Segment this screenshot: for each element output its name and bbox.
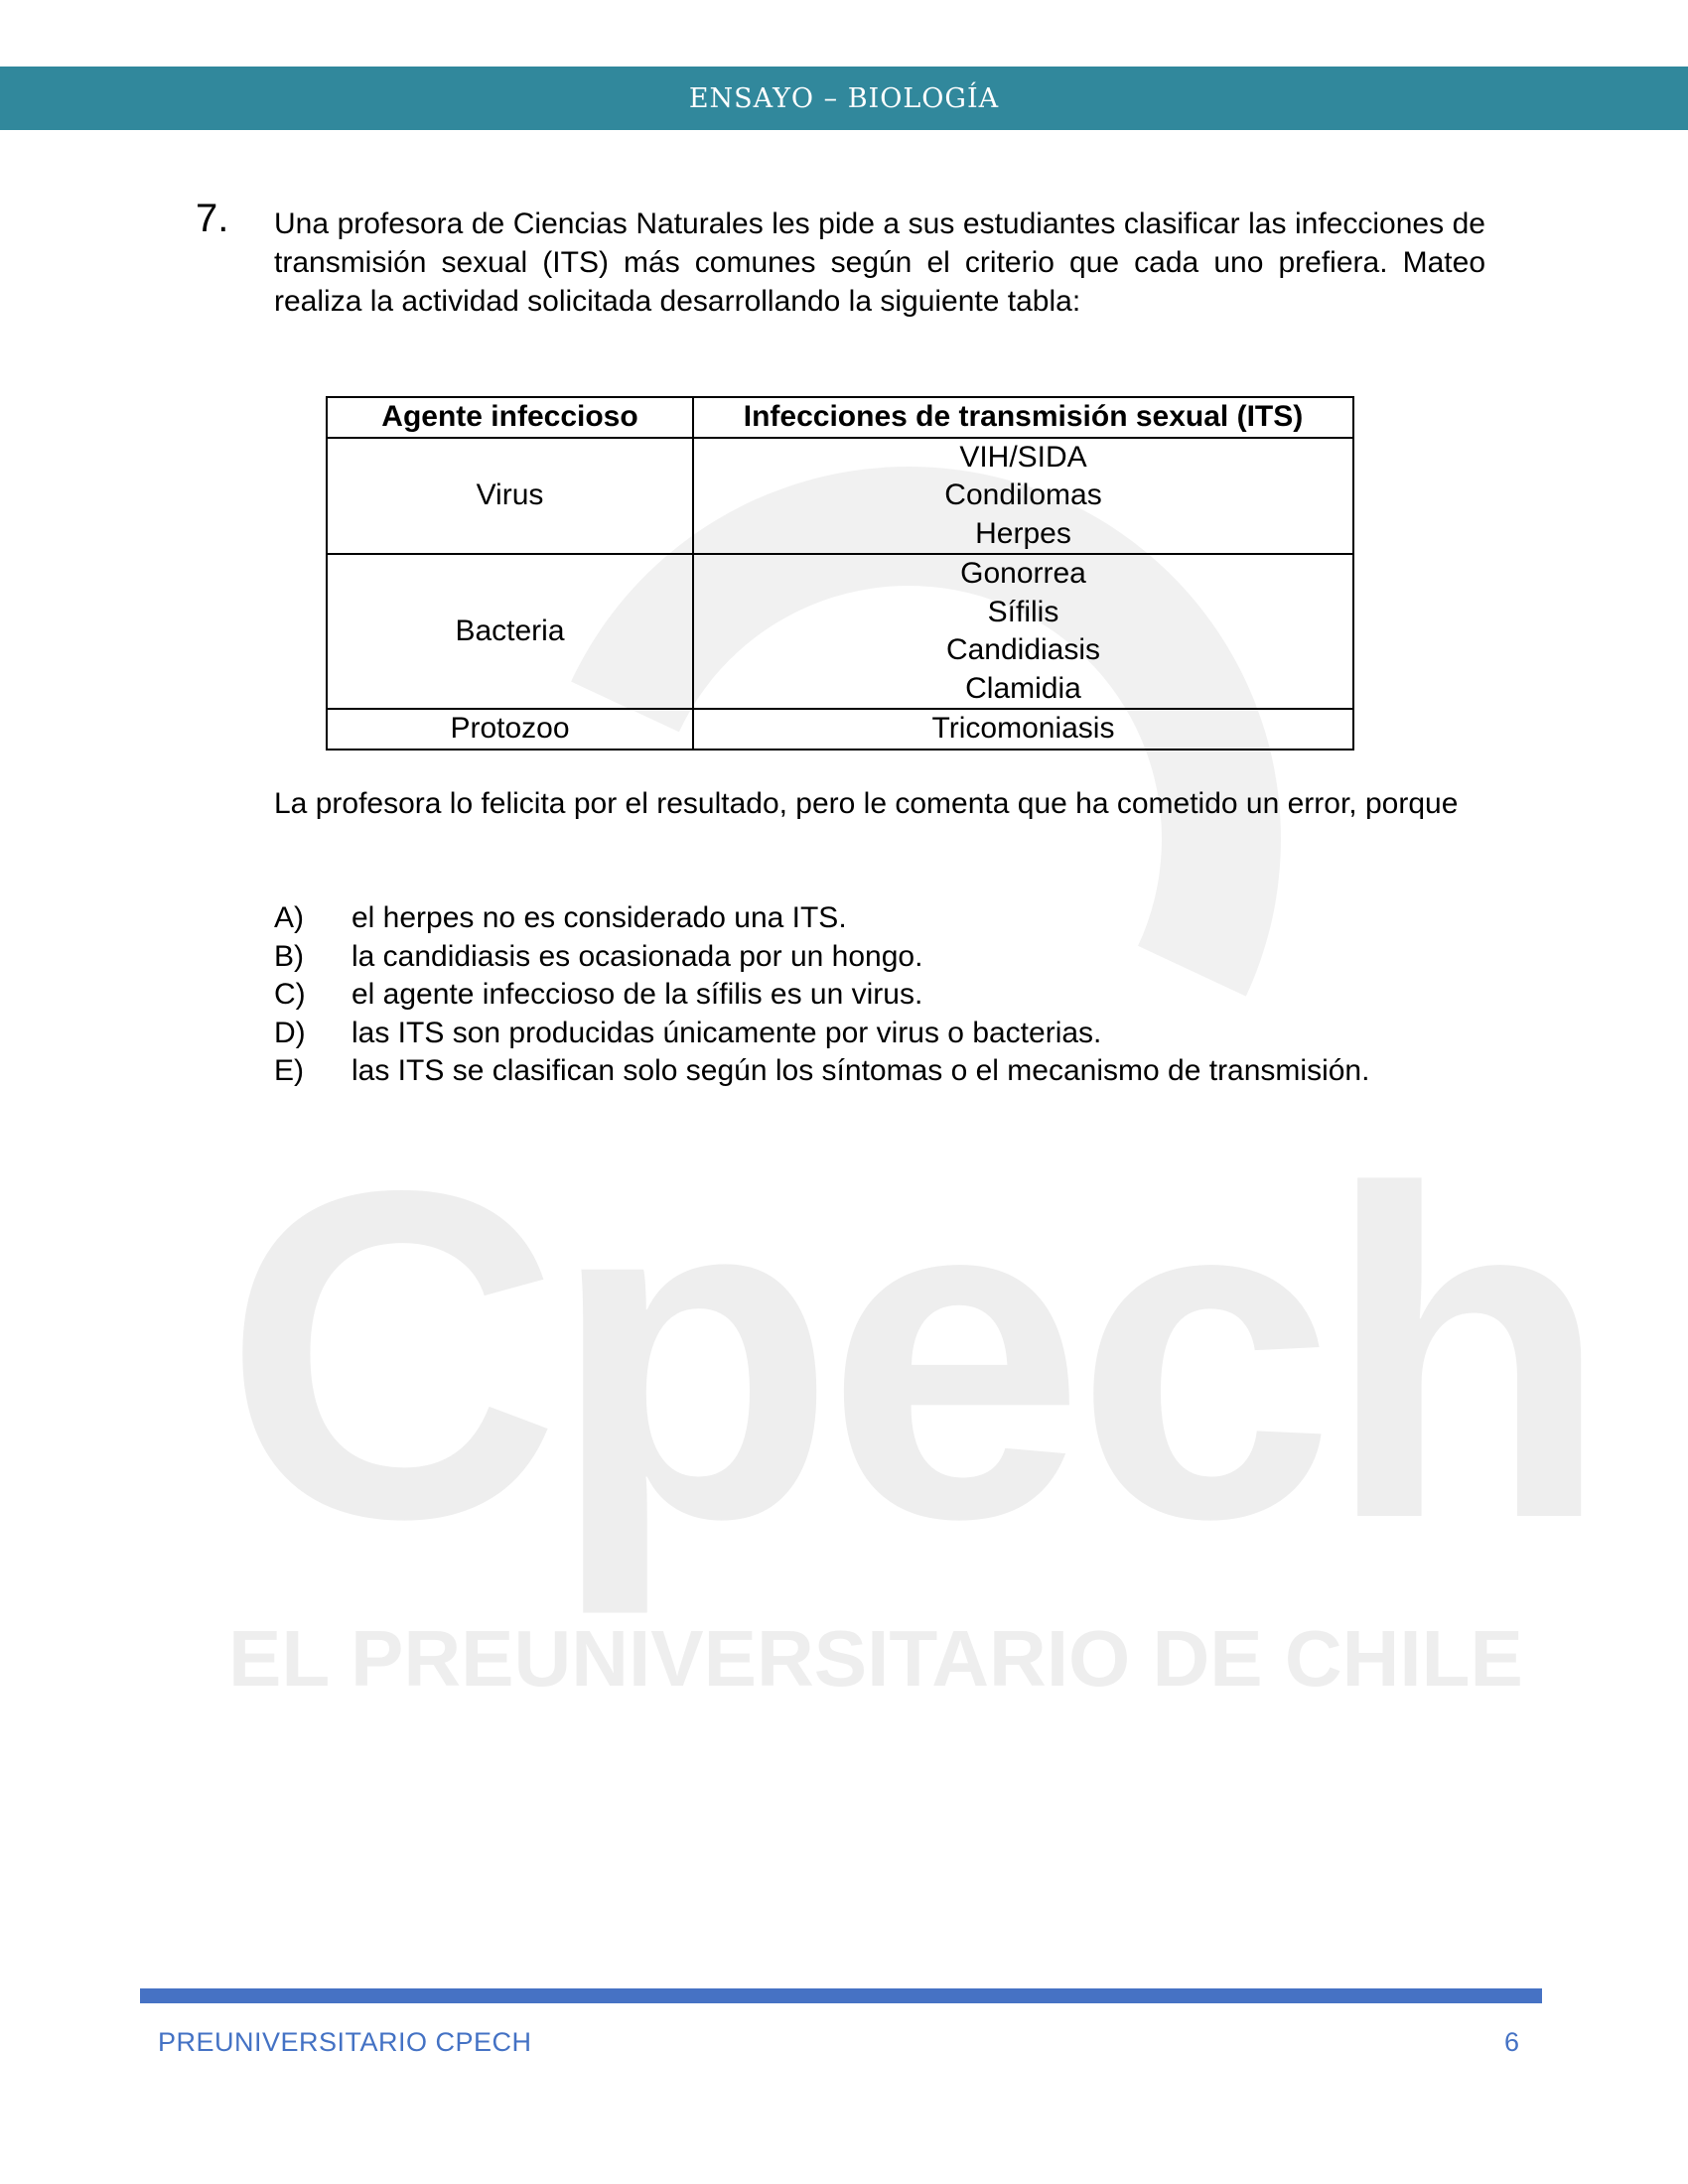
table-row — [327, 438, 1353, 555]
table-cell-infections — [693, 709, 1353, 750]
table-header-infections: Infecciones de transmisión sexual (ITS) — [693, 397, 1353, 438]
infection-item: Gonorrea — [960, 557, 1086, 590]
option-text: el herpes no es considerado una ITS. — [352, 901, 847, 934]
table-cell-infections — [693, 554, 1353, 709]
question-followup: La profesora lo felicita por el resultado, pero le comenta que ha cometido un error, porque — [274, 787, 1459, 820]
footer-rule — [140, 1988, 1542, 2003]
option-letter: A) — [274, 901, 304, 934]
table-row — [327, 709, 1353, 750]
question-stem: Una profesora de Ciencias Naturales les pide a sus estudiantes clasificar las infecciones de transmisión sexual (ITS) más comunes según el criterio que cada uno prefiera. Mateo realiza la actividad solicitada desarrollando la siguiente tabla: — [274, 207, 1485, 318]
table-cell-agent: Protozoo — [327, 709, 693, 750]
header-band — [0, 67, 1688, 130]
option-letter: D) — [274, 1016, 306, 1049]
option-text: las ITS se clasifican solo según los síntomas o el mecanismo de transmisión. — [352, 1054, 1370, 1087]
footer-brand: PREUNIVERSITARIO CPECH — [158, 2027, 532, 2057]
answer-option-d[interactable] — [274, 1015, 1505, 1053]
answer-option-a[interactable] — [274, 899, 1505, 938]
option-text: las ITS son producidas únicamente por virus o bacterias. — [352, 1016, 1102, 1049]
table-header-row — [327, 397, 1353, 438]
infection-item: VIH/SIDA — [959, 440, 1087, 474]
answer-option-c[interactable] — [274, 976, 1505, 1015]
watermark-logo: Cpech — [223, 1094, 1601, 1615]
infection-item: Candidiasis — [945, 633, 1101, 666]
option-letter: E) — [274, 1054, 304, 1087]
option-text: la candidiasis es ocasionada por un hongo. — [352, 939, 923, 973]
option-letter: C) — [274, 978, 306, 1011]
table-header-agent: Agente infeccioso — [327, 397, 693, 438]
header-title: ENSAYO – BIOLOGÍA — [688, 82, 1000, 114]
infection-item: Clamidia — [965, 671, 1081, 705]
answer-option-b[interactable] — [274, 938, 1505, 977]
infection-item: Sífilis — [987, 595, 1059, 628]
table-cell-agent: Virus — [327, 438, 693, 555]
table-cell-infections — [693, 438, 1353, 555]
table-row — [327, 554, 1353, 709]
infection-item: Condilomas — [944, 478, 1102, 511]
table-cell-agent: Bacteria — [327, 554, 693, 709]
infection-item: Tricomoniasis — [931, 712, 1115, 745]
question-number: 7. — [196, 197, 229, 240]
answer-options — [274, 899, 1505, 1091]
option-text: el agente infeccioso de la sífilis es un virus. — [352, 978, 923, 1011]
infection-item: Herpes — [975, 516, 1071, 550]
page-number: 6 — [1504, 2027, 1520, 2057]
its-table — [326, 396, 1354, 751]
option-letter: B) — [274, 939, 304, 973]
answer-option-e[interactable] — [274, 1052, 1505, 1091]
watermark-tagline: EL PREUNIVERSITARIO DE CHILE — [228, 1614, 1523, 1703]
